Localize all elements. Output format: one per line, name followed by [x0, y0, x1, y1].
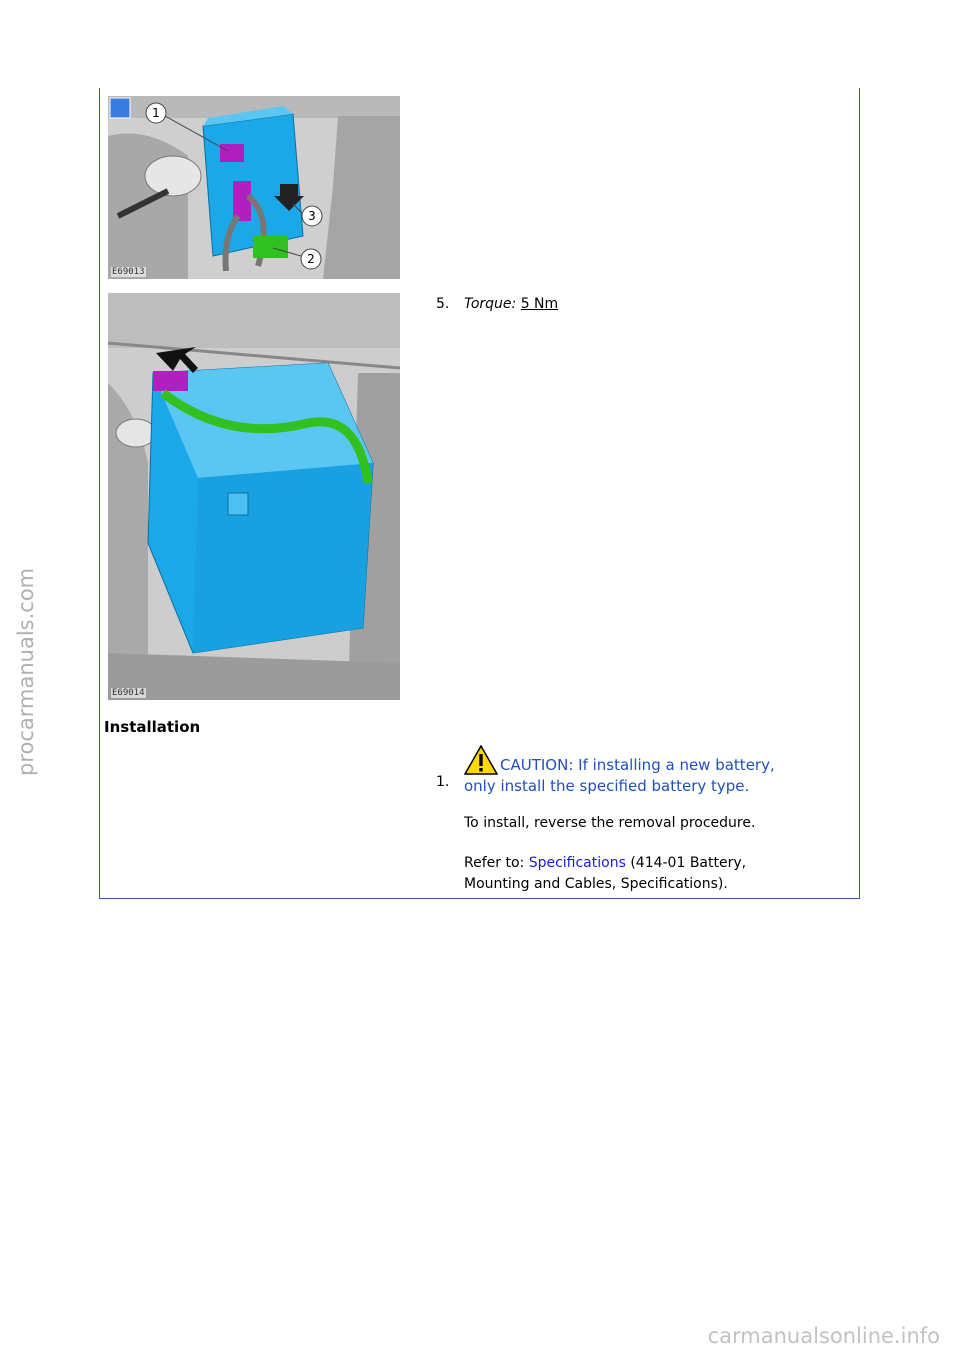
torque-spec: [464, 296, 558, 312]
section-heading: Installation: [104, 718, 201, 736]
warning-icon: [464, 745, 498, 775]
specifications-link[interactable]: Specifications: [528, 855, 626, 871]
figure-code: E69013: [112, 267, 145, 277]
figure-battery-disconnect: [108, 96, 400, 279]
step-number: 1.: [436, 774, 450, 790]
refer-suffix-2: Mounting and Cables, Specifications).: [464, 876, 728, 892]
battery-illustration-2: [108, 293, 400, 700]
step-number: 5.: [436, 296, 450, 312]
caution-line-2: only install the specified battery type.: [464, 777, 750, 795]
caution-note: [464, 755, 844, 797]
refer-suffix: (414-01 Battery,: [625, 855, 747, 871]
install-instruction: To install, reverse the removal procedure.: [464, 815, 756, 831]
caution-line-1: CAUTION: If installing a new battery,: [500, 756, 775, 774]
refer-prefix: Refer to:: [464, 855, 529, 871]
battery-illustration-1: [108, 96, 400, 279]
torque-value[interactable]: 5 Nm: [520, 296, 559, 312]
callout-1: 1: [152, 106, 160, 120]
figure-code: E69014: [112, 688, 145, 698]
figure-battery-torque: [108, 293, 400, 700]
footer-watermark: carmanualsonline.info: [707, 1324, 940, 1348]
zoom-icon[interactable]: [110, 98, 130, 118]
callout-2: 2: [307, 252, 315, 266]
reference-text: [464, 853, 844, 895]
torque-label: Torque:: [464, 296, 517, 312]
side-watermark: procarmanuals.com: [14, 567, 38, 776]
callout-3: 3: [308, 209, 316, 223]
